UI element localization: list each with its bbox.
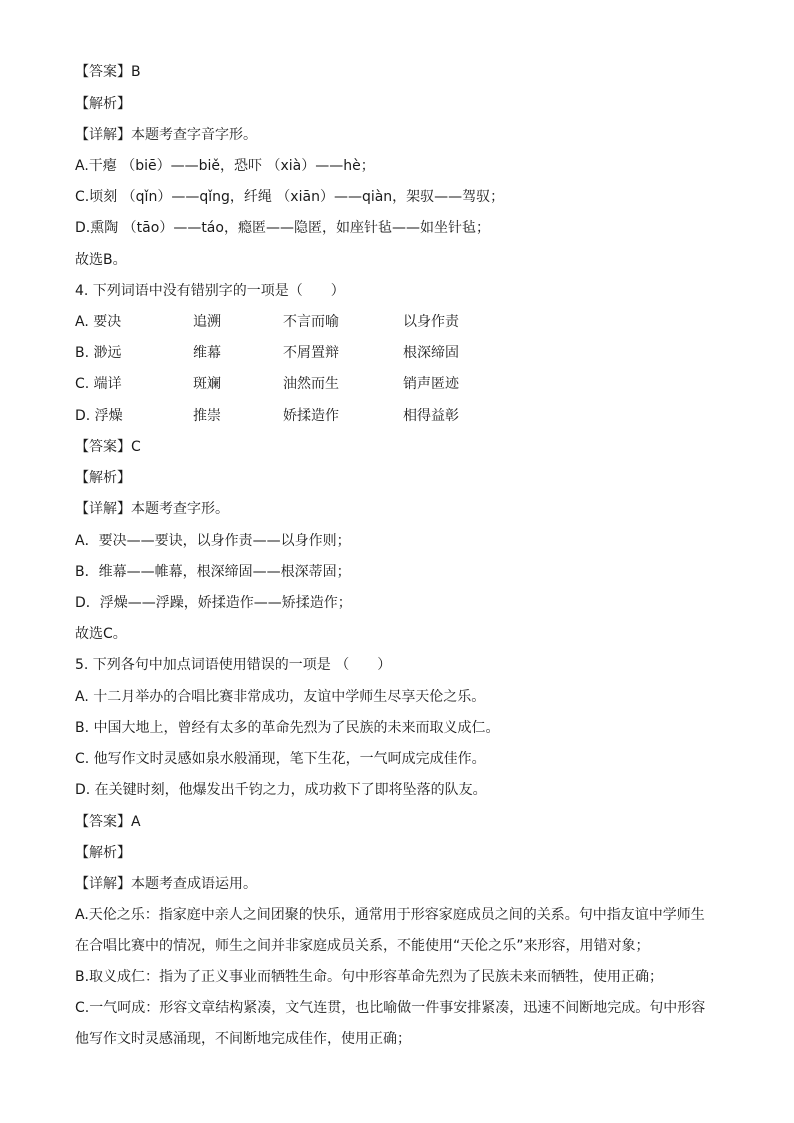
q4-option-b-word-3: 不屑置辩 (283, 345, 339, 361)
q5-question: 5. 下列各句中加点词语使用错误的一项是 （ ） (75, 657, 392, 673)
q5-option-d: D. 在关键时刻，他爆发出千钧之力，成功救下了即将坠落的队友。 (75, 782, 487, 798)
q4-option-b-word-2: 维幕 (193, 345, 221, 361)
q5-answer: 【答案】A (75, 814, 141, 830)
q3-line-d: D.熏陶 （tāo）——táo，瘾匿——隐匿，如座针毡——如坐针毡； (75, 220, 490, 236)
q4-option-c-word-4: 销声匿迹 (403, 376, 459, 392)
q5-option-a: A. 十二月举办的合唱比赛非常成功，友谊中学师生尽享天伦之乐。 (75, 689, 486, 705)
q4-option-d-word-2: 推崇 (193, 408, 221, 424)
q4-option-b-word-1: B. 渺远 (75, 345, 122, 361)
q4-option-d-word-3: 娇揉造作 (283, 408, 339, 424)
q4-detail: 【详解】本题考查字形。 (75, 501, 229, 517)
q4-option-a-word-2: 追溯 (193, 314, 221, 330)
q4-line-d: D．浮燥——浮躁，娇揉造作——矫揉造作； (75, 595, 352, 611)
q4-option-b-word-4: 根深缔固 (403, 345, 459, 361)
q4-line-a: A．要决——要诀，以身作责——以身作则； (75, 533, 351, 549)
q4-conclusion: 故选C。 (75, 626, 127, 642)
q3-answer: 【答案】B (75, 64, 141, 80)
q4-option-d-word-1: D. 浮燥 (75, 408, 123, 424)
q5-paragraph-b: B.取义成仁：指为了正义事业而牺牲生命。句中形容革命先烈为了民族未来而牺牲，使用正确； (75, 969, 664, 985)
q5-paragraph-c: C.一气呵成：形容文章结构紧凑，文气连贯，也比喻做一件事安排紧凑，迅速不间断地完成。句中形容他写作文时灵感涌现，不间断地完成佳作，使用正确； (75, 1000, 706, 1047)
q5-option-b: B. 中国大地上，曾经有太多的革命先烈为了民族的未来而取义成仁。 (75, 720, 500, 736)
q5-detail: 【详解】本题考查成语运用。 (75, 876, 257, 892)
q4-option-c-word-1: C. 端详 (75, 376, 122, 392)
q5-analysis-heading: 【解析】 (75, 845, 131, 861)
q4-answer: 【答案】C (75, 439, 141, 455)
q4-option-c-word-3: 油然而生 (283, 376, 339, 392)
q4-analysis-heading: 【解析】 (75, 470, 131, 486)
q4-option-c-word-2: 斑斓 (193, 376, 221, 392)
q4-line-b: B．维幕——帷幕，根深缔固——根深蒂固； (75, 564, 351, 580)
q4-option-d-word-4: 相得益彰 (403, 408, 459, 424)
q4-option-a-word-3: 不言而喻 (283, 314, 339, 330)
q3-conclusion: 故选B。 (75, 252, 127, 268)
q5-paragraph-a: A.天伦之乐：指家庭中亲人之间团聚的快乐，通常用于形容家庭成员之间的关系。句中指友谊中学师生在合唱比赛中的情况，师生之间并非家庭成员关系，不能使用“天伦之乐”来形容，用错对象； (75, 907, 705, 954)
q3-line-a: A.干瘪 （biē）——biě，恐吓 （xià）——hè； (75, 158, 375, 174)
q4-question: 4. 下列词语中没有错别字的一项是（ ） (75, 283, 345, 299)
q4-option-a-word-1: A. 要决 (75, 314, 122, 330)
q5-option-c: C. 他写作文时灵感如泉水般涌现，笔下生花，一气呵成完成佳作。 (75, 751, 486, 767)
q4-option-a-word-4: 以身作责 (403, 314, 459, 330)
q3-detail: 【详解】本题考查字音字形。 (75, 127, 257, 143)
q3-line-c: C.顷刻 （qǐn）——qǐng，纤绳 （xiān）——qiàn，架驭——驾驭； (75, 189, 505, 205)
q3-analysis-heading: 【解析】 (75, 96, 131, 112)
